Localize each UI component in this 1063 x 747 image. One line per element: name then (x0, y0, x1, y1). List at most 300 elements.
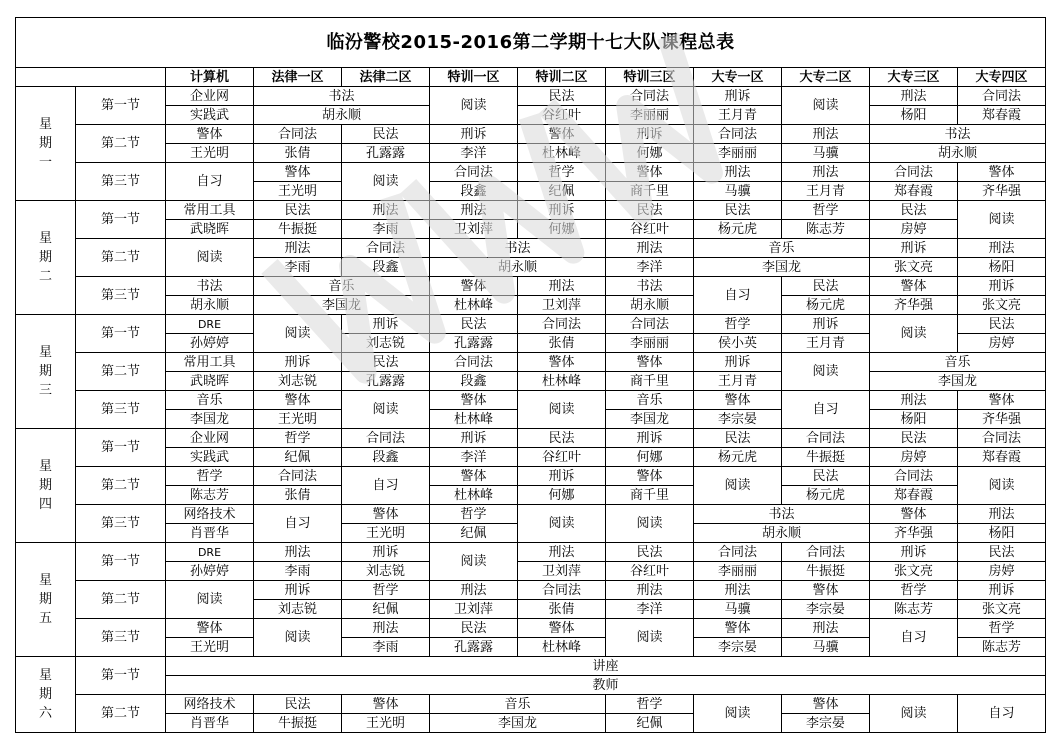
schedule-cell: 警体 (254, 391, 342, 410)
schedule-cell: 民法 (606, 543, 694, 562)
schedule-cell: 何娜 (518, 220, 606, 239)
schedule-cell: 王月青 (782, 182, 870, 201)
schedule-cell: 肖晋华 (166, 714, 254, 733)
schedule-cell: 杨阳 (958, 524, 1046, 543)
period-label: 第一节 (76, 543, 166, 581)
schedule-cell: 警体 (694, 619, 782, 638)
schedule-cell: 何娜 (606, 448, 694, 467)
column-header: 计算机 (166, 68, 254, 87)
schedule-cell: 哲学 (430, 505, 518, 524)
column-header: 法律二区 (342, 68, 430, 87)
day-label: 星 期 三 (16, 315, 76, 429)
schedule-cell: 刑诉 (694, 353, 782, 372)
schedule-cell: 警体 (518, 125, 606, 144)
schedule-cell: 王光明 (342, 714, 430, 733)
schedule-cell: 刑法 (694, 581, 782, 600)
period-label: 第一节 (76, 657, 166, 695)
period-row (16, 562, 1046, 581)
schedule-cell: 警体 (342, 505, 430, 524)
schedule-cell: 李宗晏 (782, 600, 870, 619)
schedule-cell: 阅读 (166, 581, 254, 619)
schedule-cell: 刑法 (782, 163, 870, 182)
schedule-cell: 杨阳 (870, 410, 958, 429)
schedule-cell: 警体 (782, 581, 870, 600)
period-row (16, 239, 1046, 258)
schedule-cell: 陈志芳 (958, 638, 1046, 657)
period-row (16, 581, 1046, 600)
schedule-cell: 胡永顺 (870, 144, 1046, 163)
schedule-cell: 王月青 (694, 372, 782, 391)
schedule-cell: 孙婷婷 (166, 562, 254, 581)
schedule-cell: 民法 (694, 429, 782, 448)
schedule-cell: 合同法 (958, 87, 1046, 106)
period-row (16, 106, 1046, 125)
period-row (16, 657, 1046, 676)
schedule-cell: 李国龙 (694, 258, 870, 277)
schedule-cell: 张倩 (254, 486, 342, 505)
schedule-cell: 李雨 (342, 638, 430, 657)
schedule-cell: 张文亮 (958, 296, 1046, 315)
schedule-cell: DRE (166, 315, 254, 334)
schedule-cell: 齐华强 (958, 410, 1046, 429)
schedule-cell: 刑法 (958, 239, 1046, 258)
schedule-cell: 刑法 (254, 543, 342, 562)
schedule-cell: 警体 (606, 163, 694, 182)
schedule-cell: 齐华强 (870, 524, 958, 543)
schedule-cell: 警体 (518, 619, 606, 638)
period-label: 第一节 (76, 201, 166, 239)
schedule-cell: 孔露露 (430, 334, 518, 353)
schedule-cell: 李国龙 (166, 410, 254, 429)
schedule-cell: 合同法 (342, 429, 430, 448)
schedule-cell: 阅读 (518, 505, 606, 543)
schedule-cell: 杨阳 (958, 258, 1046, 277)
period-label: 第二节 (76, 125, 166, 163)
schedule-cell: 刑法 (870, 391, 958, 410)
schedule-cell: 孔露露 (430, 638, 518, 657)
schedule-cell: 阅读 (606, 619, 694, 657)
schedule-cell: 刑诉 (694, 87, 782, 106)
schedule-cell: 郑春霞 (870, 486, 958, 505)
schedule-cell: 商千里 (606, 486, 694, 505)
schedule-cell: 合同法 (694, 543, 782, 562)
schedule-cell: 刑法 (518, 277, 606, 296)
title-row (16, 18, 1046, 68)
schedule-cell: 警体 (430, 467, 518, 486)
schedule-cell: 民法 (782, 277, 870, 296)
schedule-cell: 音乐 (430, 695, 606, 714)
schedule-cell: 民法 (870, 429, 958, 448)
schedule-cell: 刑诉 (606, 125, 694, 144)
schedule-sheet (15, 17, 1046, 733)
schedule-cell: 谷红叶 (606, 220, 694, 239)
schedule-cell: 哲学 (254, 429, 342, 448)
schedule-cell: 李国龙 (430, 714, 606, 733)
schedule-cell: 纪佩 (254, 448, 342, 467)
schedule-cell: 自习 (870, 619, 958, 657)
schedule-cell: 马骥 (782, 144, 870, 163)
day-label: 星 期 五 (16, 543, 76, 657)
schedule-cell: 刑诉 (342, 543, 430, 562)
schedule-cell: 阅读 (870, 695, 958, 733)
period-row (16, 448, 1046, 467)
schedule-cell: 李宗晏 (782, 714, 870, 733)
schedule-cell: 李丽丽 (694, 562, 782, 581)
schedule-cell: 刑诉 (958, 581, 1046, 600)
schedule-cell: 哲学 (342, 581, 430, 600)
period-label: 第三节 (76, 277, 166, 315)
schedule-cell: 刑法 (782, 125, 870, 144)
schedule-cell: 企业网 (166, 429, 254, 448)
period-row (16, 125, 1046, 144)
schedule-cell: 杜林峰 (430, 486, 518, 505)
schedule-cell: 杨元虎 (782, 296, 870, 315)
schedule-cell: 民法 (342, 353, 430, 372)
schedule-cell: 合同法 (694, 125, 782, 144)
schedule-cell: 阅读 (430, 543, 518, 581)
schedule-cell: 刑法 (782, 619, 870, 638)
schedule-cell: 民法 (870, 201, 958, 220)
schedule-cell: 合同法 (870, 163, 958, 182)
schedule-cell: 谷红叶 (606, 562, 694, 581)
schedule-cell: 阅读 (694, 695, 782, 733)
schedule-cell: 合同法 (958, 429, 1046, 448)
schedule-cell: 刑诉 (254, 353, 342, 372)
header-row (16, 68, 1046, 87)
schedule-cell: 李丽丽 (606, 106, 694, 125)
schedule-cell: 书法 (430, 239, 606, 258)
schedule-cell: 哲学 (606, 695, 694, 714)
schedule-cell: 阅读 (694, 467, 782, 505)
schedule-cell: 王光明 (166, 638, 254, 657)
schedule-cell: 警体 (342, 695, 430, 714)
schedule-cell: 合同法 (518, 581, 606, 600)
period-row (16, 676, 1046, 695)
period-row (16, 220, 1046, 239)
period-label: 第三节 (76, 391, 166, 429)
schedule-cell: 陈志芳 (870, 600, 958, 619)
schedule-cell: 合同法 (782, 429, 870, 448)
column-header: 大专三区 (870, 68, 958, 87)
schedule-cell: 警体 (518, 353, 606, 372)
schedule-cell: 合同法 (870, 467, 958, 486)
schedule-cell: 阅读 (782, 353, 870, 391)
schedule-cell: 杨元虎 (782, 486, 870, 505)
schedule-cell: 阅读 (342, 163, 430, 201)
schedule-cell: 合同法 (430, 353, 518, 372)
schedule-cell: 杨元虎 (694, 448, 782, 467)
schedule-cell: 刑诉 (342, 315, 430, 334)
schedule-cell: 李洋 (430, 448, 518, 467)
period-row (16, 619, 1046, 638)
schedule-cell: 王月青 (694, 106, 782, 125)
schedule-cell: 民法 (694, 201, 782, 220)
schedule-cell: 段鑫 (430, 182, 518, 201)
schedule-cell: 王光明 (254, 182, 342, 201)
schedule-cell: 张倩 (518, 600, 606, 619)
schedule-cell: 刘志锐 (254, 600, 342, 619)
schedule-cell: 郑春霞 (870, 182, 958, 201)
column-header: 特训三区 (606, 68, 694, 87)
schedule-cell: 网络技术 (166, 505, 254, 524)
schedule-cell: 实践武 (166, 106, 254, 125)
schedule-cell: 李国龙 (254, 296, 430, 315)
schedule-cell: 李丽丽 (694, 144, 782, 163)
schedule-cell: 音乐 (254, 277, 430, 296)
schedule-cell: 王月青 (782, 334, 870, 353)
schedule-cell: 阅读 (606, 505, 694, 543)
schedule-cell: 商千里 (606, 372, 694, 391)
schedule-cell: 纪佩 (606, 714, 694, 733)
schedule-cell: 音乐 (166, 391, 254, 410)
schedule-cell: 何娜 (518, 486, 606, 505)
schedule-cell: 民法 (254, 695, 342, 714)
schedule-cell: 谷红叶 (518, 448, 606, 467)
column-header: 大专四区 (958, 68, 1046, 87)
schedule-cell: 警体 (166, 619, 254, 638)
schedule-cell: 牛振挺 (782, 448, 870, 467)
schedule-cell: 警体 (870, 505, 958, 524)
schedule-cell: 李洋 (430, 144, 518, 163)
schedule-cell: 企业网 (166, 87, 254, 106)
schedule-cell: 民法 (518, 429, 606, 448)
schedule-cell: 哲学 (782, 201, 870, 220)
schedule-cell: 刑诉 (870, 239, 958, 258)
schedule-cell: 何娜 (606, 144, 694, 163)
schedule-cell: 李洋 (606, 258, 694, 277)
period-label: 第二节 (76, 695, 166, 733)
schedule-cell: 房婷 (870, 220, 958, 239)
schedule-cell: 警体 (430, 391, 518, 410)
schedule-cell: 阅读 (254, 619, 342, 657)
schedule-cell: 民法 (518, 87, 606, 106)
schedule-cell: 合同法 (342, 239, 430, 258)
schedule-cell: 合同法 (606, 315, 694, 334)
schedule-cell: 胡永顺 (254, 106, 430, 125)
period-label: 第二节 (76, 467, 166, 505)
schedule-cell: 房婷 (958, 562, 1046, 581)
schedule-cell: 自习 (342, 467, 430, 505)
schedule-cell: 杜林峰 (430, 410, 518, 429)
schedule-cell: 李雨 (254, 258, 342, 277)
schedule-cell: 马骥 (782, 638, 870, 657)
schedule-cell: 胡永顺 (694, 524, 870, 543)
schedule-cell: 刑法 (606, 581, 694, 600)
column-header: 特训二区 (518, 68, 606, 87)
schedule-cell: 哲学 (166, 467, 254, 486)
schedule-cell: 牛振挺 (254, 714, 342, 733)
schedule-cell: 阅读 (254, 315, 342, 353)
schedule-cell: 刑诉 (518, 467, 606, 486)
schedule-cell: 刑法 (430, 201, 518, 220)
period-row (16, 296, 1046, 315)
schedule-cell: 齐华强 (958, 182, 1046, 201)
schedule-cell: 阅读 (430, 87, 518, 125)
schedule-cell: 张倩 (518, 334, 606, 353)
period-row (16, 315, 1046, 334)
schedule-cell: 王光明 (254, 410, 342, 429)
day-label: 星 期 四 (16, 429, 76, 543)
schedule-cell: 刘志锐 (342, 562, 430, 581)
schedule-cell: 民法 (430, 619, 518, 638)
schedule-cell: 孙婷婷 (166, 334, 254, 353)
schedule-cell: 刘志锐 (254, 372, 342, 391)
schedule-cell: 商千里 (606, 182, 694, 201)
schedule-cell: 民法 (254, 201, 342, 220)
schedule-cell: 常用工具 (166, 353, 254, 372)
schedule-cell: 阅读 (518, 391, 606, 429)
schedule-cell: 阅读 (782, 87, 870, 125)
schedule-cell: 合同法 (606, 87, 694, 106)
schedule-cell: 自习 (254, 505, 342, 543)
schedule-cell: 阅读 (166, 239, 254, 277)
schedule-cell: 张文亮 (958, 600, 1046, 619)
schedule-cell: 刑法 (342, 619, 430, 638)
period-label: 第三节 (76, 505, 166, 543)
schedule-cell: 陈志芳 (782, 220, 870, 239)
schedule-cell: 警体 (430, 277, 518, 296)
schedule-cell: 武晓晖 (166, 372, 254, 391)
schedule-cell: 讲座 (166, 657, 1046, 676)
schedule-cell: 民法 (958, 543, 1046, 562)
schedule-cell: 自习 (694, 277, 782, 315)
schedule-cell: 肖晋华 (166, 524, 254, 543)
schedule-cell: 卫刘萍 (430, 600, 518, 619)
header-corner (16, 68, 166, 87)
schedule-cell: 自习 (958, 695, 1046, 733)
period-label: 第三节 (76, 619, 166, 657)
schedule-cell: 卫刘萍 (430, 220, 518, 239)
schedule-cell: 李宗晏 (694, 638, 782, 657)
day-label: 星 期 二 (16, 201, 76, 315)
schedule-cell: 谷红叶 (518, 106, 606, 125)
schedule-cell: 郑春霞 (958, 106, 1046, 125)
schedule-cell: 胡永顺 (606, 296, 694, 315)
schedule-cell: 警体 (782, 695, 870, 714)
schedule-cell: 马骥 (694, 600, 782, 619)
schedule-cell: 孔露露 (342, 144, 430, 163)
schedule-cell: 民法 (342, 125, 430, 144)
schedule-cell: 警体 (694, 391, 782, 410)
period-label: 第一节 (76, 87, 166, 125)
schedule-cell: 刘志锐 (342, 334, 430, 353)
schedule-cell: 纪佩 (518, 182, 606, 201)
schedule-cell: 武晓晖 (166, 220, 254, 239)
day-label: 星 期 六 (16, 657, 76, 733)
schedule-cell: 哲学 (694, 315, 782, 334)
schedule-cell: 警体 (254, 163, 342, 182)
schedule-cell: 王光明 (166, 144, 254, 163)
period-row (16, 391, 1046, 410)
period-row (16, 144, 1046, 163)
schedule-cell: 书法 (606, 277, 694, 296)
schedule-cell: 齐华强 (870, 296, 958, 315)
schedule-cell: 牛振挺 (782, 562, 870, 581)
schedule-cell: 刑诉 (870, 543, 958, 562)
schedule-cell: 刑法 (342, 201, 430, 220)
schedule-cell: 刑法 (870, 87, 958, 106)
schedule-cell: 教师 (166, 676, 1046, 695)
schedule-cell: 张文亮 (870, 562, 958, 581)
schedule-cell: 王光明 (342, 524, 430, 543)
schedule-cell: 刑法 (694, 163, 782, 182)
schedule-cell: 纪佩 (342, 600, 430, 619)
schedule-cell: 合同法 (254, 467, 342, 486)
day-label: 星 期 一 (16, 87, 76, 201)
period-row (16, 353, 1046, 372)
schedule-cell: 阅读 (342, 391, 430, 429)
schedule-cell: 牛振挺 (254, 220, 342, 239)
schedule-cell: 刑法 (606, 239, 694, 258)
schedule-cell: 阅读 (958, 201, 1046, 239)
schedule-cell: 书法 (166, 277, 254, 296)
schedule-cell: 合同法 (254, 125, 342, 144)
schedule-cell: 刑诉 (430, 125, 518, 144)
schedule-cell: 阅读 (958, 467, 1046, 505)
schedule-cell: 胡永顺 (166, 296, 254, 315)
schedule-cell: 哲学 (518, 163, 606, 182)
schedule-cell: 杜林峰 (518, 372, 606, 391)
period-row (16, 695, 1046, 714)
schedule-cell: 李宗晏 (694, 410, 782, 429)
schedule-cell: 警体 (606, 467, 694, 486)
schedule-cell: 哲学 (958, 619, 1046, 638)
schedule-cell: 刑法 (958, 505, 1046, 524)
schedule-cell: 民法 (958, 315, 1046, 334)
schedule-cell: 书法 (254, 87, 430, 106)
schedule-cell: 实践武 (166, 448, 254, 467)
period-label: 第三节 (76, 163, 166, 201)
schedule-cell: 孔露露 (342, 372, 430, 391)
schedule-cell: 警体 (870, 277, 958, 296)
schedule-cell: 李雨 (342, 220, 430, 239)
period-label: 第一节 (76, 315, 166, 353)
schedule-cell: 自习 (782, 391, 870, 429)
schedule-cell: 段鑫 (430, 372, 518, 391)
schedule-cell: 房婷 (870, 448, 958, 467)
schedule-cell: 书法 (870, 125, 1046, 144)
schedule-cell: 合同法 (518, 315, 606, 334)
period-row (16, 429, 1046, 448)
schedule-cell: 杨元虎 (694, 220, 782, 239)
period-label: 第二节 (76, 239, 166, 277)
column-header: 法律一区 (254, 68, 342, 87)
schedule-cell: 卫刘萍 (518, 562, 606, 581)
schedule-cell: 常用工具 (166, 201, 254, 220)
schedule-cell: 李丽丽 (606, 334, 694, 353)
schedule-cell: 刑诉 (958, 277, 1046, 296)
schedule-cell: 音乐 (606, 391, 694, 410)
schedule-cell: 段鑫 (342, 258, 430, 277)
period-row (16, 201, 1046, 220)
schedule-cell: 民法 (430, 315, 518, 334)
column-header: 特训一区 (430, 68, 518, 87)
schedule-cell: 张倩 (254, 144, 342, 163)
period-row (16, 543, 1046, 562)
schedule-cell: 段鑫 (342, 448, 430, 467)
schedule-cell: 郑春霞 (958, 448, 1046, 467)
schedule-cell: 杨阳 (870, 106, 958, 125)
schedule-cell: 张文亮 (870, 258, 958, 277)
schedule-cell: 卫刘萍 (518, 296, 606, 315)
schedule-cell: 刑诉 (518, 201, 606, 220)
schedule-cell: 刑诉 (782, 315, 870, 334)
schedule-cell: 合同法 (782, 543, 870, 562)
column-header: 大专一区 (694, 68, 782, 87)
period-row (16, 505, 1046, 524)
schedule-cell: 刑诉 (606, 429, 694, 448)
period-row (16, 467, 1046, 486)
